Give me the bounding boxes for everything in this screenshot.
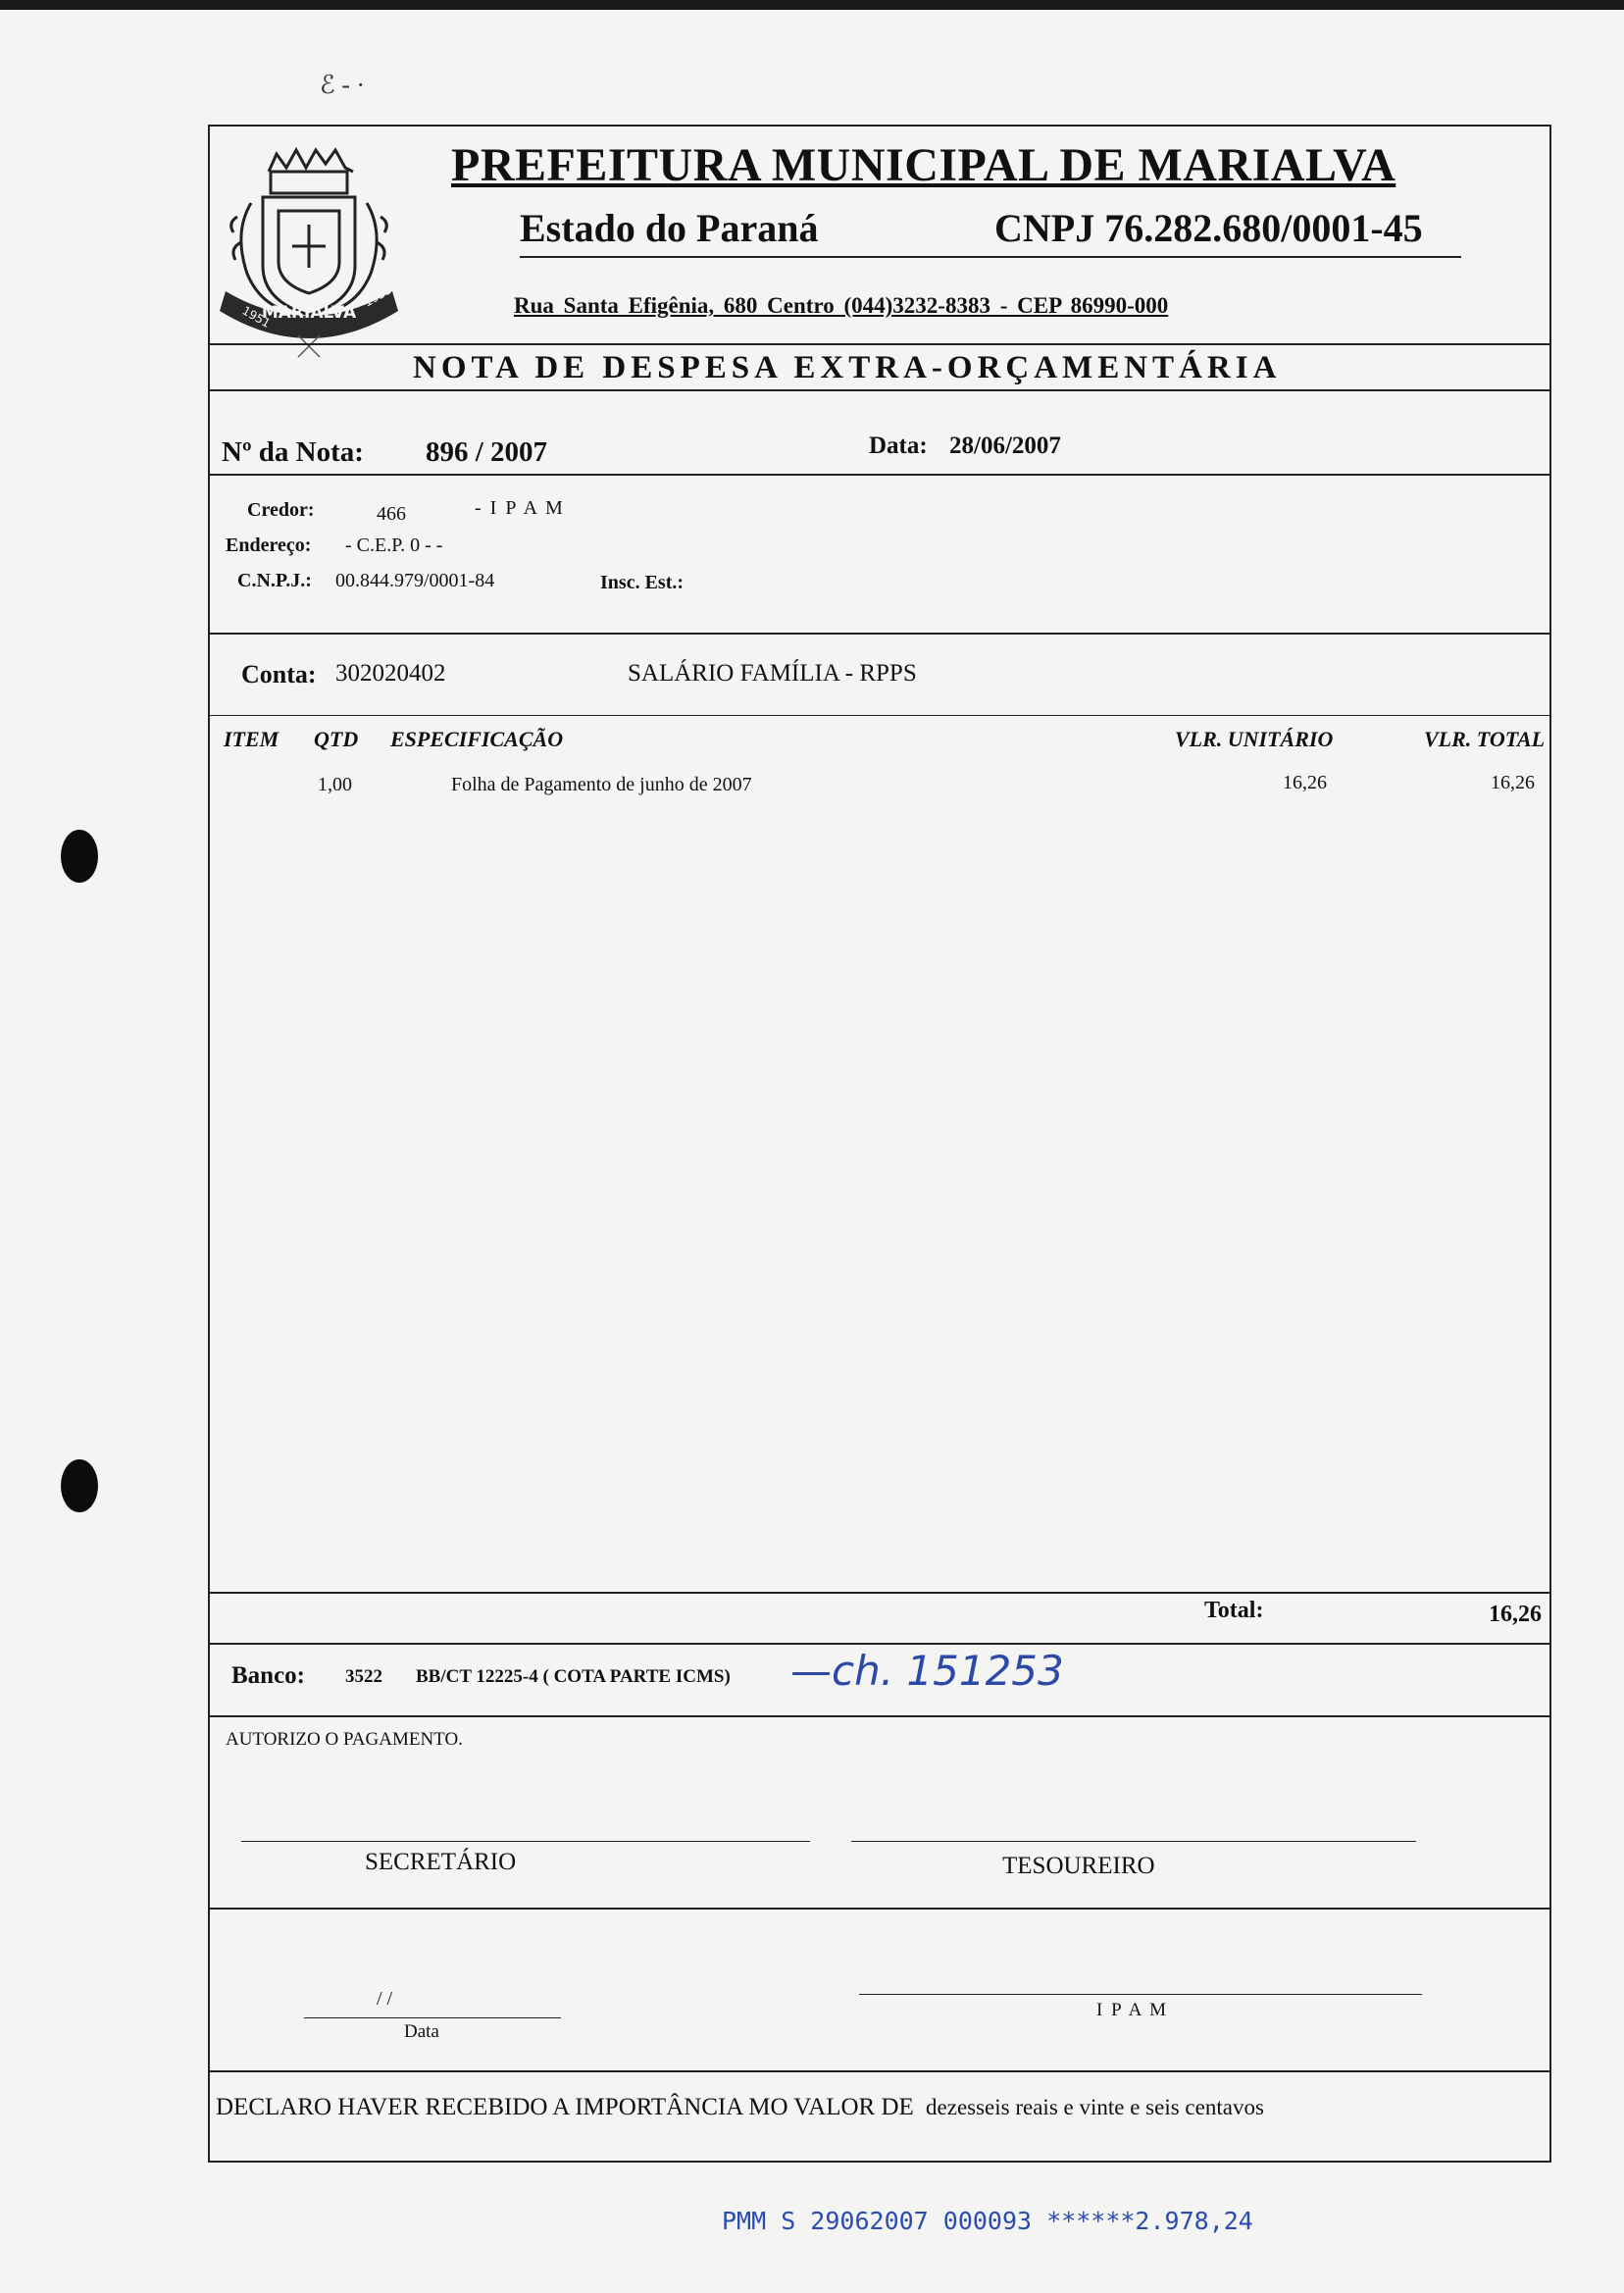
punch-hole-top <box>61 830 98 883</box>
note-date-label: Data: <box>869 433 928 459</box>
authorization-text: AUTORIZO O PAGAMENTO. <box>226 1729 463 1750</box>
creditor-code: 466 <box>377 503 406 525</box>
seal-text: MARIALVA <box>261 303 357 323</box>
bank-label: Banco: <box>231 1662 305 1689</box>
total-label: Total: <box>1204 1598 1264 1623</box>
handwritten-check-number: —ch. 151253 <box>790 1647 1064 1695</box>
municipality-address: Rua Santa Efigênia, 680 Centro (044)3232-8383 - CEP 86990-000 <box>514 293 1169 318</box>
state-registration-label: Insc. Est.: <box>600 572 685 593</box>
divider <box>210 389 1549 391</box>
recipient-signature-line <box>859 1994 1422 1995</box>
authentication-stamp: PMM S 29062007 000093 ******2.978,24 <box>722 2207 1253 2235</box>
note-number-label: Nº da Nota: <box>222 436 364 468</box>
row-total-value: 16,26 <box>1491 772 1535 793</box>
address-value: - C.E.P. 0 - - <box>345 535 443 556</box>
column-header-qtd: QTD <box>314 727 359 751</box>
receipt-date-slashes: / / <box>377 1988 393 2010</box>
row-qtd: 1,00 <box>318 774 352 795</box>
tesoureiro-label: TESOUREIRO <box>1002 1853 1155 1879</box>
header-underline <box>520 256 1461 258</box>
municipal-seal-icon <box>212 134 406 364</box>
expense-note-form <box>208 125 1551 2163</box>
municipality-cnpj: CNPJ 76.282.680/0001-45 <box>994 206 1423 250</box>
account-label: Conta: <box>241 660 317 688</box>
declaration-text <box>216 2094 1264 2121</box>
state-name: Estado do Paraná <box>520 206 819 250</box>
bank-description: BB/CT 12225-4 ( COTA PARTE ICMS) <box>416 1666 731 1687</box>
document-title: NOTA DE DESPESA EXTRA-ORÇAMENTÁRIA <box>413 350 1282 385</box>
creditor-cnpj-value: 00.844.979/0001-84 <box>335 570 495 591</box>
divider <box>210 474 1549 476</box>
declaration-prefix: DECLARO HAVER RECEBIDO A IMPORTÂNCIA MO VALOR DE <box>216 2094 914 2120</box>
divider <box>210 1643 1549 1645</box>
divider <box>210 1592 1549 1594</box>
divider <box>210 343 1549 345</box>
divider <box>210 1908 1549 1910</box>
creditor-name: - I P A M <box>475 497 565 519</box>
creditor-label: Credor: <box>247 499 315 521</box>
seal-year-right: 1953 <box>361 282 394 310</box>
note-number-value: 896 / 2007 <box>426 436 548 468</box>
recipient-label: I P A M <box>1096 2000 1168 2020</box>
divider <box>210 633 1549 635</box>
column-header-spec: ESPECIFICAÇÃO <box>390 727 564 751</box>
divider <box>210 2070 1549 2072</box>
receipt-date-label: Data <box>404 2021 439 2042</box>
divider <box>210 1715 1549 1717</box>
bank-code: 3522 <box>345 1666 382 1687</box>
corner-scribble: ℰ - · <box>320 71 366 99</box>
note-date-value: 28/06/2007 <box>949 433 1061 459</box>
column-header-unit-value: VLR. UNITÁRIO <box>1175 727 1334 751</box>
column-header-total-value: VLR. TOTAL <box>1424 727 1546 751</box>
column-header-item: ITEM <box>224 727 279 751</box>
address-label: Endereço: <box>226 535 312 556</box>
secretario-label: SECRETÁRIO <box>365 1849 517 1875</box>
secretario-signature-line <box>241 1841 810 1842</box>
scan-top-edge <box>0 0 1624 10</box>
punch-hole-bottom <box>61 1459 98 1512</box>
account-number: 302020402 <box>335 660 446 687</box>
municipality-title: PREFEITURA MUNICIPAL DE MARIALVA <box>451 139 1396 191</box>
amount-in-words: dezesseis reais e vinte e seis centavos <box>926 2095 1264 2119</box>
row-unit-value: 16,26 <box>1283 772 1327 793</box>
receipt-date-line <box>304 2017 561 2018</box>
divider <box>210 715 1549 716</box>
tesoureiro-signature-line <box>851 1841 1416 1842</box>
account-name: SALÁRIO FAMÍLIA - RPPS <box>628 660 917 687</box>
total-value: 16,26 <box>1489 1602 1542 1627</box>
creditor-cnpj-label: C.N.P.J.: <box>237 570 312 591</box>
seal-year-left: 1951 <box>239 303 273 331</box>
row-spec: Folha de Pagamento de junho de 2007 <box>451 774 752 795</box>
